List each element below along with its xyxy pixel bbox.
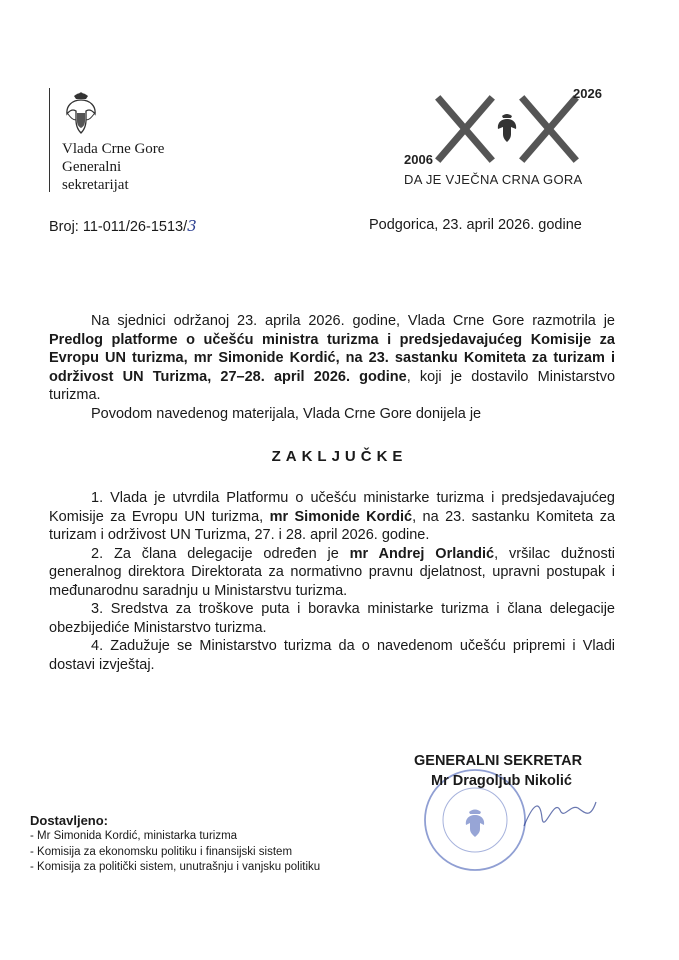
distribution-list <box>30 829 320 876</box>
gov-name-line: Generalni <box>62 159 122 175</box>
intro-bold-text: Predlog platforme o učešću ministra turizma i predsjedavajućeg Komisije za Evropu UN turizma, mr Simonide Kordić, na 23. sastanku Komiteta za turizam i održivost UN Turizma, 27–28. april 2026. godine <box>49 331 615 385</box>
distribution-item: - Mr Simonida Kordić, ministarka turizma <box>30 830 238 842</box>
conclusion-item: 4. Zadužuje se Ministarstvo turizma da o navedenom učešću pripremi i Vladi dostavi izvještaj. <box>49 638 615 673</box>
jubilee-logo-icon <box>398 86 616 186</box>
conclusion-text: 2. Za člana delegacije određen je <box>91 545 350 562</box>
reference-number <box>49 217 197 235</box>
distribution-title: Dostavljeno: <box>30 813 109 828</box>
place-date: Podgorica, 23. april 2026. godine <box>369 217 582 233</box>
jubilee-year-end: 2026 <box>573 86 602 101</box>
intro-paragraph-2: Povodom navedenog materijala, Vlada Crne Gore donijela je <box>91 405 482 422</box>
gov-name-line: sekretarijat <box>62 177 129 193</box>
conclusion-bold: mr Simonide Kordić <box>269 508 413 525</box>
intro-section <box>49 312 615 423</box>
conclusion-item <box>49 489 615 545</box>
jubilee-motto: DA JE VJEČNA CRNA GORA <box>404 172 583 187</box>
signatory-name: Mr Dragoljub Nikolić <box>431 773 572 789</box>
intro-text: Na sjednici održanoj 23. aprila 2026. godine, Vlada Crne Gore razmotrila je <box>91 313 615 329</box>
handwritten-number: 3 <box>187 217 197 235</box>
conclusions-list <box>49 489 615 674</box>
conclusion-text: , vršilac dužnosti generalnog direktora Direktorata za normativno pravnu djelatnost, upravni postupak i međunarodnu saradnju u Ministarstvu turizma. <box>49 545 615 599</box>
decision-heading: ZAKLJUČKE <box>271 448 408 465</box>
distribution-item: - Komisija za politički sistem, unutrašnju i vanjsku politiku <box>30 861 321 873</box>
distribution-item: - Komisija za ekonomsku politiku i finansijski sistem <box>30 845 293 858</box>
conclusion-bold: mr Andrej Orlandić <box>349 545 495 562</box>
coat-of-arms-icon <box>62 90 100 136</box>
signatory-title: GENERALNI SEKRETAR <box>414 753 583 769</box>
conclusion-text: 1. Vlada je utvrdila Platformu o učešću ministarke turizma i predsjedavajućeg Komisije za Evropu UN turizma, <box>49 490 615 525</box>
header-divider <box>49 88 50 192</box>
conclusion-item <box>49 545 615 601</box>
gov-name-line: Vlada Crne Gore <box>62 141 165 157</box>
government-name <box>62 140 164 194</box>
conclusion-item: 3. Sredstva za troškove puta i boravka ministarke turizma i člana delegacije obezbijediće Ministarstvo turizma. <box>49 601 615 636</box>
intro-text-end: , koji je dostavilo Ministarstvo turizma. <box>49 368 616 403</box>
jubilee-year-start: 2006 <box>404 152 433 167</box>
reference-number-prefix: Broj: 11-011/26-1513/ <box>49 219 188 235</box>
signature-icon <box>520 790 600 840</box>
intro-paragraph <box>49 312 615 405</box>
conclusion-text: , na 23. sastanku Komiteta za turizam i održivost UN Turizma, 27. i 28. april 2026. godine. <box>49 508 616 543</box>
